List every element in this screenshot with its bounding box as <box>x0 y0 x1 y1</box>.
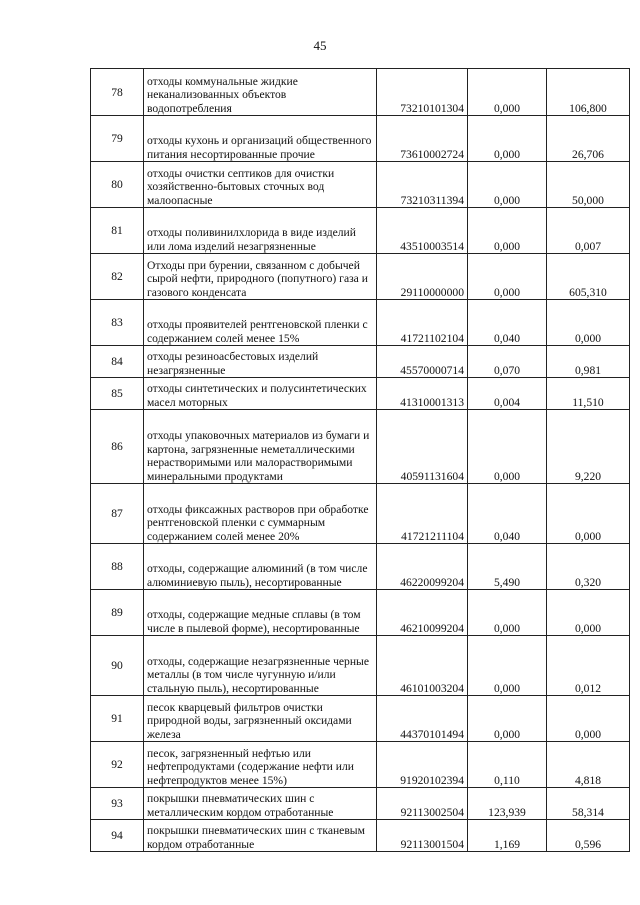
table-row <box>91 69 630 116</box>
fkko-code-cell: 73210311394 <box>377 162 468 208</box>
row-number: 90 <box>91 636 144 696</box>
waste-table <box>90 68 630 852</box>
fkko-code-cell: 44370101494 <box>377 696 468 742</box>
row-number: 81 <box>91 208 144 254</box>
waste-name-cell: отходы резиноасбестовых изделий незагрязненные <box>144 346 377 378</box>
fkko-code-cell: 73610002724 <box>377 116 468 162</box>
table-row <box>91 742 630 788</box>
row-number: 93 <box>91 788 144 820</box>
waste-name-cell: отходы синтетических и полусинтетических масел моторных <box>144 378 377 410</box>
table-row <box>91 208 630 254</box>
table-row <box>91 378 630 410</box>
fkko-code-cell: 92113001504 <box>377 820 468 852</box>
row-number: 86 <box>91 410 144 484</box>
table-row <box>91 544 630 590</box>
value-a-cell: 123,939 <box>468 788 547 820</box>
fkko-code-cell: 40591131604 <box>377 410 468 484</box>
table-row <box>91 162 630 208</box>
value-b-cell: 0,596 <box>547 820 630 852</box>
waste-name-cell: отходы очистки септиков для очистки хозяйственно-бытовых сточных вод малоопасные <box>144 162 377 208</box>
table-row <box>91 820 630 852</box>
fkko-code-cell: 92113002504 <box>377 788 468 820</box>
value-b-cell: 11,510 <box>547 378 630 410</box>
waste-name-cell: песок, загрязненный нефтью или нефтепродуктами (содержание нефти или нефтепродуктов менее 15%) <box>144 742 377 788</box>
table-body <box>91 69 630 852</box>
value-b-cell: 0,000 <box>547 484 630 544</box>
waste-name-cell: отходы, содержащие незагрязненные черные металлы (в том числе чугунную и/или стальную пыль), несортированные <box>144 636 377 696</box>
row-number: 79 <box>91 116 144 162</box>
value-b-cell: 0,007 <box>547 208 630 254</box>
value-b-cell: 26,706 <box>547 116 630 162</box>
table-row <box>91 696 630 742</box>
value-a-cell: 0,000 <box>468 410 547 484</box>
row-number: 89 <box>91 590 144 636</box>
value-a-cell: 5,490 <box>468 544 547 590</box>
value-b-cell: 605,310 <box>547 254 630 300</box>
waste-name-cell: Отходы при бурении, связанном с добычей сырой нефти, природного (попутного) газа и газового конденсата <box>144 254 377 300</box>
row-number: 80 <box>91 162 144 208</box>
table-row <box>91 636 630 696</box>
fkko-code-cell: 43510003514 <box>377 208 468 254</box>
value-b-cell: 0,012 <box>547 636 630 696</box>
table-row <box>91 410 630 484</box>
value-a-cell: 0,040 <box>468 484 547 544</box>
table-row <box>91 300 630 346</box>
row-number: 82 <box>91 254 144 300</box>
value-a-cell: 0,000 <box>468 69 547 116</box>
row-number: 84 <box>91 346 144 378</box>
waste-name-cell: отходы, содержащие алюминий (в том числе алюминиевую пыль), несортированные <box>144 544 377 590</box>
value-a-cell: 0,000 <box>468 696 547 742</box>
value-a-cell: 0,000 <box>468 116 547 162</box>
fkko-code-cell: 46210099204 <box>377 590 468 636</box>
value-b-cell: 0,320 <box>547 544 630 590</box>
waste-name-cell: отходы проявителей рентгеновской пленки с содержанием солей менее 15% <box>144 300 377 346</box>
waste-name-cell: отходы коммунальные жидкие неканализованных объектов водопотребления <box>144 69 377 116</box>
waste-name-cell: покрышки пневматических шин с тканевым кордом отработанные <box>144 820 377 852</box>
row-number: 91 <box>91 696 144 742</box>
row-number: 87 <box>91 484 144 544</box>
waste-name-cell: отходы кухонь и организаций общественного питания несортированные прочие <box>144 116 377 162</box>
waste-name-cell: отходы поливинилхлорида в виде изделий или лома изделий незагрязненные <box>144 208 377 254</box>
value-a-cell: 0,004 <box>468 378 547 410</box>
table-row <box>91 590 630 636</box>
fkko-code-cell: 41721211104 <box>377 484 468 544</box>
fkko-code-cell: 41310001313 <box>377 378 468 410</box>
value-b-cell: 4,818 <box>547 742 630 788</box>
row-number: 92 <box>91 742 144 788</box>
row-number: 85 <box>91 378 144 410</box>
value-a-cell: 1,169 <box>468 820 547 852</box>
waste-name-cell: отходы упаковочных материалов из бумаги и картона, загрязненные неметаллическими нерастворимыми или малорастворимыми минеральными продуктами <box>144 410 377 484</box>
table-row <box>91 788 630 820</box>
waste-name-cell: песок кварцевый фильтров очистки природной воды, загрязненный оксидами железа <box>144 696 377 742</box>
row-number: 78 <box>91 69 144 116</box>
fkko-code-cell: 45570000714 <box>377 346 468 378</box>
table-row <box>91 254 630 300</box>
value-a-cell: 0,000 <box>468 162 547 208</box>
value-a-cell: 0,040 <box>468 300 547 346</box>
row-number: 88 <box>91 544 144 590</box>
fkko-code-cell: 29110000000 <box>377 254 468 300</box>
row-number: 83 <box>91 300 144 346</box>
page-number: 45 <box>313 38 327 53</box>
value-b-cell: 106,800 <box>547 69 630 116</box>
value-b-cell: 0,000 <box>547 696 630 742</box>
table-row <box>91 116 630 162</box>
waste-name-cell: покрышки пневматических шин с металлическим кордом отработанные <box>144 788 377 820</box>
waste-name-cell: отходы, содержащие медные сплавы (в том числе в пылевой форме), несортированные <box>144 590 377 636</box>
value-b-cell: 0,981 <box>547 346 630 378</box>
value-b-cell: 0,000 <box>547 300 630 346</box>
fkko-code-cell: 46220099204 <box>377 544 468 590</box>
value-b-cell: 9,220 <box>547 410 630 484</box>
table-row <box>91 346 630 378</box>
value-a-cell: 0,000 <box>468 254 547 300</box>
fkko-code-cell: 46101003204 <box>377 636 468 696</box>
fkko-code-cell: 41721102104 <box>377 300 468 346</box>
waste-name-cell: отходы фиксажных растворов при обработке рентгеновской пленки с суммарным содержанием солей менее 20% <box>144 484 377 544</box>
table-row <box>91 484 630 544</box>
row-number: 94 <box>91 820 144 852</box>
value-b-cell: 58,314 <box>547 788 630 820</box>
fkko-code-cell: 73210101304 <box>377 69 468 116</box>
value-a-cell: 0,000 <box>468 590 547 636</box>
value-a-cell: 0,000 <box>468 636 547 696</box>
value-a-cell: 0,070 <box>468 346 547 378</box>
value-b-cell: 0,000 <box>547 590 630 636</box>
fkko-code-cell: 91920102394 <box>377 742 468 788</box>
value-a-cell: 0,000 <box>468 208 547 254</box>
value-a-cell: 0,110 <box>468 742 547 788</box>
value-b-cell: 50,000 <box>547 162 630 208</box>
